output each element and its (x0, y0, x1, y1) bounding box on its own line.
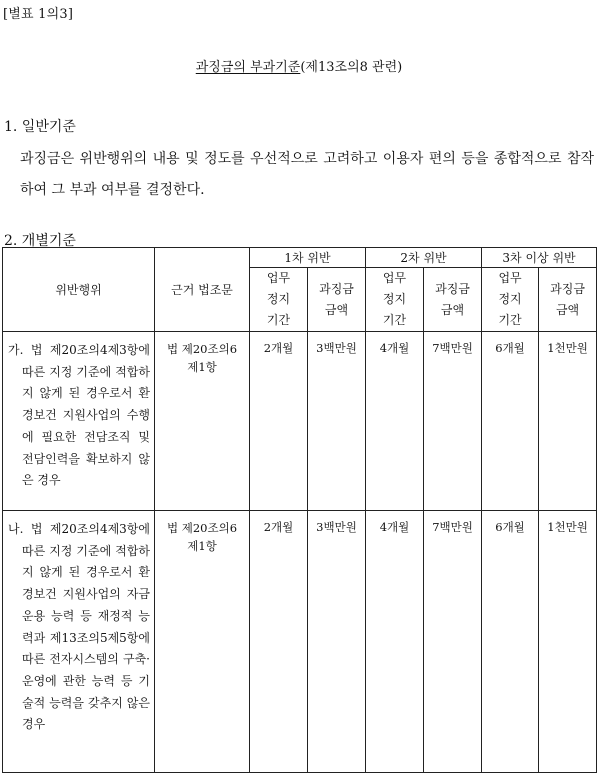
subheader-fine-3: 과징금 금액 (539, 268, 597, 332)
header-second-violation: 2차 위반 (366, 248, 482, 268)
header-third-violation: 3차 이상 위반 (482, 248, 597, 268)
header-violation: 위반행위 (3, 248, 155, 332)
violation-text: 나. 법 제20조의4제3항에 따른 지정 기준에 적합하지 않게 된 경우로서 환경보건 지원사업의 자금운용 능력 등 재정적 능력과 제13조의5제5항에 따른 전자시스템의 구축·운영에 관한 능력 등 기술적 능력을 갖추지 않은 경우 (8, 522, 150, 732)
header-law: 근거 법조문 (155, 248, 250, 332)
first-period: 2개월 (250, 332, 308, 511)
third-fine: 1천만원 (539, 511, 597, 773)
second-fine: 7백만원 (424, 332, 482, 511)
violation-cell (3, 332, 155, 511)
document-title (0, 56, 598, 75)
first-period: 2개월 (250, 511, 308, 773)
table-row (3, 332, 597, 511)
header-first-violation: 1차 위반 (250, 248, 366, 268)
third-fine: 1천만원 (539, 332, 597, 511)
section-heading-general: 1. 일반기준 (4, 119, 76, 135)
title-reference: (제13조의8 관련) (300, 60, 403, 75)
first-fine: 3백만원 (308, 511, 366, 773)
third-period: 6개월 (482, 511, 539, 773)
second-period: 4개월 (366, 511, 424, 773)
subheader-suspension-2: 업무 정지 기간 (366, 268, 424, 332)
table-row (3, 511, 597, 773)
annex-tag: [별표 1의3] (3, 7, 74, 22)
law-cell: 법 제20조의6 제1항 (155, 332, 250, 511)
subheader-fine-1: 과징금 금액 (308, 268, 366, 332)
violation-text: 가. 법 제20조의4제3항에 따른 지정 기준에 적합하지 않게 된 경우로서 환경보건 지원사업의 수행에 필요한 전담조직 및 전담인력을 확보하지 않은 경우 (8, 343, 150, 488)
third-period: 6개월 (482, 332, 539, 511)
law-cell: 법 제20조의6 제1항 (155, 511, 250, 773)
second-fine: 7백만원 (424, 511, 482, 773)
subheader-suspension-3: 업무 정지 기간 (482, 268, 539, 332)
violation-cell (3, 511, 155, 773)
subheader-fine-2: 과징금 금액 (424, 268, 482, 332)
title-main: 과징금의 부과기준 (195, 60, 301, 75)
subheader-suspension-1: 업무 정지 기간 (250, 268, 308, 332)
first-fine: 3백만원 (308, 332, 366, 511)
general-criteria-text: 과징금은 위반행위의 내용 및 정도를 우선적으로 고려하고 이용자 편의 등을 종합적으로 참작하여 그 부과 여부를 결정한다. (20, 151, 594, 198)
section-heading-individual: 2. 개별기준 (4, 233, 76, 249)
penalty-table (2, 247, 597, 773)
second-period: 4개월 (366, 332, 424, 511)
